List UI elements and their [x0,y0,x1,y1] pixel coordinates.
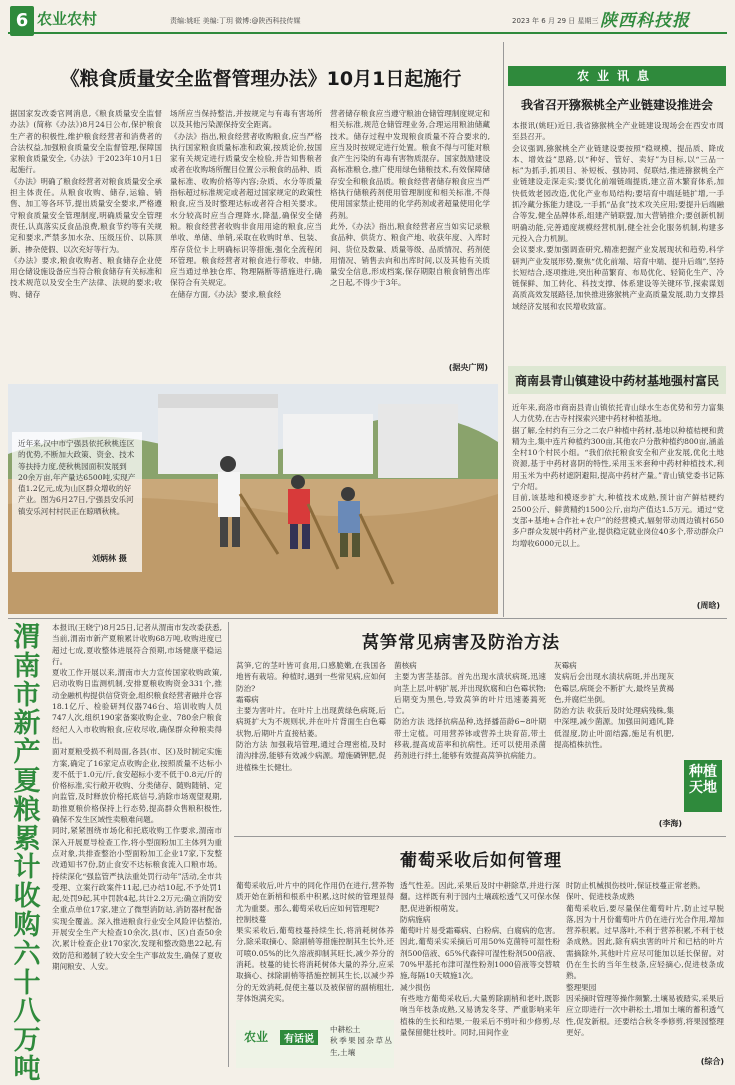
news-item-1-title: 我省召开猕猴桃全产业链建设推进会 [520,98,713,112]
lead-col-2: 场所应当保持整洁,并按规定与有毒有害场所以及其他污染源保持安全距离。 《办法》指出,粮食经营者收购粮食,应当严格执行国家粮食质量标准和政策,按质论价,按国家有关规定进行质量安全检验,并告知售粮者或者在收购场所醒目位置公示粮食的品种、质量标准、收购价格等内容;杂质、水分等质量指标超过标准规定或者超过国家规定的政策性粮食,应当及时整理达标或者符合相关要求。水分较高时应当合理降水,降温,确保安全储粮。粮食经营者收购非食用用途的粮食,应当单收、单储、单销,采取在收购时单、包装、库存货位卡上明确标识等措施,强化全流程闭环管理。粮食经营者对粮食进行带收、申储,应当通过单独仓库、物理隔断等措施进行,确保符合有关规定。 在储存方面,《办法》要求,粮食经 [170,109,322,299]
lettuce-col-1: 莴笋,它的茎叶皆可食用,口感脆嫩,在我国各地皆有栽培。种植时,遇到一些常见病,应如何防治? 霜霉病 主要为害叶片。在叶片上出现黄绿色病斑,后病斑扩大为不规则状,并在叶片背面生白色霉状物,后期叶片直接枯萎。 防治方法 加强栽培管理,通过合理密植,及时清沟排涝,能够有效减少病源。增施磷钾肥,促进植株生长健壮。 [236,661,386,772]
lead-col-3: 营者储存粮食应当遵守粮油仓储管理制度规定和相关标准,规范仓储管理业务,合理运用粮油储藏技术。储存过程中发现粮食质量不符合要求的,应当及时按规定进行处置。粮食不得与可能对粮食产生污染的有毒有害物质混存。国家鼓励建设高标准粮仓,推广使用绿色储粮技术,有效保障储存安全和粮食品质。粮食经营者储存粮食应当严格执行储粮药剂使用管理制度和相关标准,不得使用国家禁止使用的化学药剂或者超量使用化学药剂。 此外,《办法》指出,粮食经营者应当如实记录粮食品种、供货方、粮食产地、收获年度、入库时间、货位及数量、质量等级、品质情况、药剂使用情况、销售去向和出库时间,以及其他有关质量安全信息,形成档案,保存期限自粮食销售出库之日起,不得少于3年。 [330,109,490,288]
lead-credit: (据央广网) [448,363,488,372]
lettuce-credit: (李海) [658,819,682,828]
section-divider-3 [234,836,726,837]
footer-banner-text: 中耕松土 秋季果园杂草丛生,土壤 [330,1025,392,1057]
grape-title: 葡萄采收后如何管理 [400,851,562,871]
section-divider [8,618,727,619]
news-item-1-text: 本报讯(姚旺)近日,我省猕猴桃全产业链建设现场会在西安市周至县召开。 会议强调,猕猴桃全产业链建设要按照“稳规模、提品质、降成本、增效益”思路,以“种好、管好、卖好”为目标,以“三品一标”为抓手,抓项目、补短板、强协同、促联结,推进猕猴桃全产业链建设走深走实;要优化前端链端提质,建立苗木繁育体系,加快低效老园改造,优化产业布局结构;要培育中端延链扩增,一手抓冷藏分拣能力建设,一手抓“品食”技术攻关应用;要提升后端融合等发,健全品牌体系,组建产销联盟,加大营销推介;要创新机制明确动能,完善通度规模经营机制,健全社会化服务机制,构建多元投入合力机制。 会议要求,要加强调查研究,精准把握产业发展现状和趋势,科学研判产业发展形势,聚焦“优化前端、培育中端、提升后端”,坚持长短结合,逐项推进,突出种苗繁育、布局优化、轻简化生产、冷链保鲜、加工转化、科技支撑、体系建设等关键环节,探索谋划高质高效发展路径,加快推进猕猴桃产业高质量发展,助力支撑县域经济发展和农民增收致富。 [512,121,724,311]
grape-col-1: 葡萄采收后,叶片中的同化作用仍在进行,营养物质开始在新梢和根系中积累,这时候的管理显得尤为重要。那么,葡萄采收后应如何管理呢? 控制枝蔓 果实采收后,葡萄枝蔓持续生长,将消耗树体养分,除采取摘心、除副梢等措施控制其生长外,还可喷0.05%的比久溶液抑制其旺长,减少养分的消耗。枝蔓的徒长将消耗树体大量的养分,应采取摘心、抹除副梢等措施控制其生长,以减少养分的无效消耗,促使主蔓以及被保留的副梢粗壮,芽体饱满充实。 [236,881,394,1003]
header-rule [8,32,727,34]
photo-credit: 刘炳林 摄 [92,554,127,563]
footer-banner-label-left: 农业 [244,1030,269,1044]
photo-caption: 近年来,汉中市宁强县依托秋桃连区的优势,不断加大政策、资金、技术等扶持力度,使秋桃园面积发展到20余万亩,年产量达6500吨,实现产值1.2亿元,成为山区群众增收的好产业。图为6月27日,宁强县安乐河镇安乐河村村民正在晾晒秋桃。 [18,439,136,516]
grape-col-2: 透气性差。因此,采果后及时中耕除草,并进行深翻。这样既有利于园内土壤疏松透气又可保水保肥,促进新根萌发。 防病施病 葡萄叶片易受霜霉病、白粉病、白腐病的危害。因此,葡萄采实采摘后可用50%克菌特可湿性粉剂500倍液、65%代森锌可湿性粉剂500倍液、70%甲基托布津可湿性粉剂1000倍液等交替喷施,每隔10天喷施1次。 减少损伤 有些地方葡萄采收后,大量剪除副梢和老叶,既影响当年枝条成熟,又易诱发冬芽、严重影响来年植株的生长和结果,一般采后不剪叶和少修剪,尽量保留健壮枝叶。同时,田间作业 [400,881,560,1037]
paper-name: 陕西科技报 [600,11,690,31]
lettuce-col-3: 灰霉病 发病后会出现水渍状病斑,并出现灰色霉层,病斑会不断扩大,最终呈黄褐色,并腐烂坐倒。 防治方法 收获后及时处理病残株,集中深埋,减少菌源。加强田间通风,降低湿度,防止叶面结露,施足有机肥,提高植株抗性。 [554,661,674,750]
news-item-2-text: 近年来,商洛市商南县青山镇依托青山绿水生态优势和劳力富集人力优势,在古寺村探索兴建中药材种植基地。 据了解,全村约有三分之二农户种植中药材,基地以种植桔梗和黄精为主,集中连片种植约300亩,其他农户分散种植约800亩,涵盖全村10个村民小组。“我们依托粮食安全和产业发展,优化土地资源,基于中药材喜阴的特性,采用玉米套种中药材种植技术,利用玉米为中药材遮阴避阳,提高中药材产量。”青山镇党委书记陈宁介绍。 目前,该基地和模逐步扩大,种植技术成熟,预计亩产鲜桔梗约2500公斤、鲜黄精约1500公斤,亩均产值达1.5万元。通过“党支部+基地+合作社+农户”的经营模式,辐射带动周边镇村650多户群众发展中药材产业,提供稳定就业岗位40多个,带动群众户均增收6000元以上。 [512,403,724,548]
lettuce-col-2: 菌核病 主要为害茎基部。首先出现水渍状病斑,迅速向茎上层,叶柄扩展,并出现软腐和白色霉状物;后期变为黑色,导致莴笋的叶片迅速萎蔫死亡。 防治方法 选择抗病品种,选择播苗龄6~8叶期带土定植。可用营养钵或营养土块育苗,带土移栽,提高成苗率和抗病性。还可以使用杀菌药剂进行拌土,能够有效提高莴笋抗病能力。 [394,661,546,761]
grape-credit: (综合) [700,1057,724,1066]
header-meta: 责编:姚旺 美编:丁玥 微博:@陕西科技传媒 [170,17,301,25]
weinan-text: 本报讯(王晓宁)8月25日,记者从渭南市发改委获悉,当前,渭南市新产夏粮累计收购68万吨,收购进度已超过七成,夏收整体进展符合预期,市场健康平稳运行。 夏收工作开展以来,渭南市大力宣传国家收购政策,启动收购日监测机制,安排夏粮收购资金331个,推动金融机构提供信贷资金,组织粮食经营者融并仓容18.1亿斤、检验研判仪器746台、培训收购人员747人次,组织190家备案收购企业、780余户粮食经纪人入市收购粮食,应收尽收,确保群众种粮卖得出。 面对夏粮受损不利局面,各县(市、区)及时制定实施方案,确定了16家定点收购企业,按照质量不达标小麦不低于1.0元/斤,食安超标小麦不低于0.8元/斤的价格标准,实行敞开收购、分类储存、随购随销、定向监管,及时释放价格托底信号,消除市场观望观期,助推夏粮价格保持上行态势,提高群众售粮积极性,确保不发生区域性卖粮难问题。 同时,紧紧围绕市场化和托底收购工作要求,渭南市深入开展夏导检查工作,将小型面粉加工主体列为重点对象,共排查整治小型面粉加工企业17家,下发整改通知书7份,防止食安不达标粮食流入口粮市场。持续深化“强监管严执法重处罚行动年”活动,全市共受理、立案行政案件11起,已办结10起,不予处罚1起,处罚9起,其中罚款4起,共计2.2万元;确立消防安全重点单位17家,建立了微型消防站,消防器材配备实现全覆盖。深入推进粮食行业安全风险评估整治,开展安全生产大检查10余次,县(市、区)自查50余次,累计检查企业170家次,发现和整改隐患22起,有效防范和遏制了较大安全生产事故发生,确保了夏收期间粮安、人安。 [52,623,222,971]
planting-tag: 种植天地 [684,760,722,812]
header-date: 2023 年 6 月 29 日 星期三 [512,17,599,25]
grape-col-3: 时防止机械损伤枝叶,保证枝蔓正常老熟。 保叶、促进枝条成熟 葡萄采收后,要尽量保住葡萄叶片,防止过早脱落,因为十月份葡萄叶片仍在进行光合作用,增加营养积累。过早落叶,不利于营养积累,不利于枝条成熟。因此,除有病虫害的叶片和已枯的叶片需摘除外,其他叶片应尽可能加以延长保留。对仍在生长的当年生枝条,应轻摘心,促进枝条成熟。 整理果园 因采摘时管理等操作频繁,土壤易被踏实,采果后应立即进行一次中耕松土,增加土壤的蓄积透气性,促发新根。还要结合秋冬季修剪,将果园整理更好。 [566,881,724,1037]
column-divider [503,42,504,617]
lettuce-title: 莴笋常见病害及防治方法 [362,633,560,653]
news-item-2-title: 商南县青山镇建设中药材基地强村富民 [514,374,719,388]
column-divider-2 [228,622,229,1067]
news-box-label: 农业讯息 [508,66,726,86]
section-name: 农业农村 [37,10,98,28]
weinan-vertical-title: 渭南市新产夏粮累计收购六十八万吨 [13,622,41,1085]
page-number: 6 [10,6,34,36]
news-item-2-credit: (周晗) [696,601,720,610]
lead-headline: 《粮食质量安全监督管理办法》10月1日起施行 [60,68,462,90]
footer-banner-label-right: 有话说 [280,1030,318,1045]
lead-col-1: 据国家发改委官网消息,《粮食质量安全监督办法》(简称《办法》)8月24日公布,保护粮食生产者的积极性,维护粮食经营者和消费者的合法权益,加强粮食质量安全监督管理,保障国家粮食质量安全,《办法》于2023年10月1日起施行。 《办法》明确了粮食经营者对粮食质量安全承担主体责任。从粮食收购、储存,运输、销售、加工等各环节,提出质量安全要求,严格遵守粮食质量安全管理制度,明确质量安全管理责任,认真落实反食品浪费,粮食节约等有关规定和要求,严禁多加水杂、压级压价、以陈顶新、掺杂使假、以次充好等行为。 《办法》要求,粮食收购者、粮食储存企业使用仓储设施设备应当符合粮食储存有关标准和技术规范以及安全生产法律、法规的要求;收购、储存 [10,109,162,299]
